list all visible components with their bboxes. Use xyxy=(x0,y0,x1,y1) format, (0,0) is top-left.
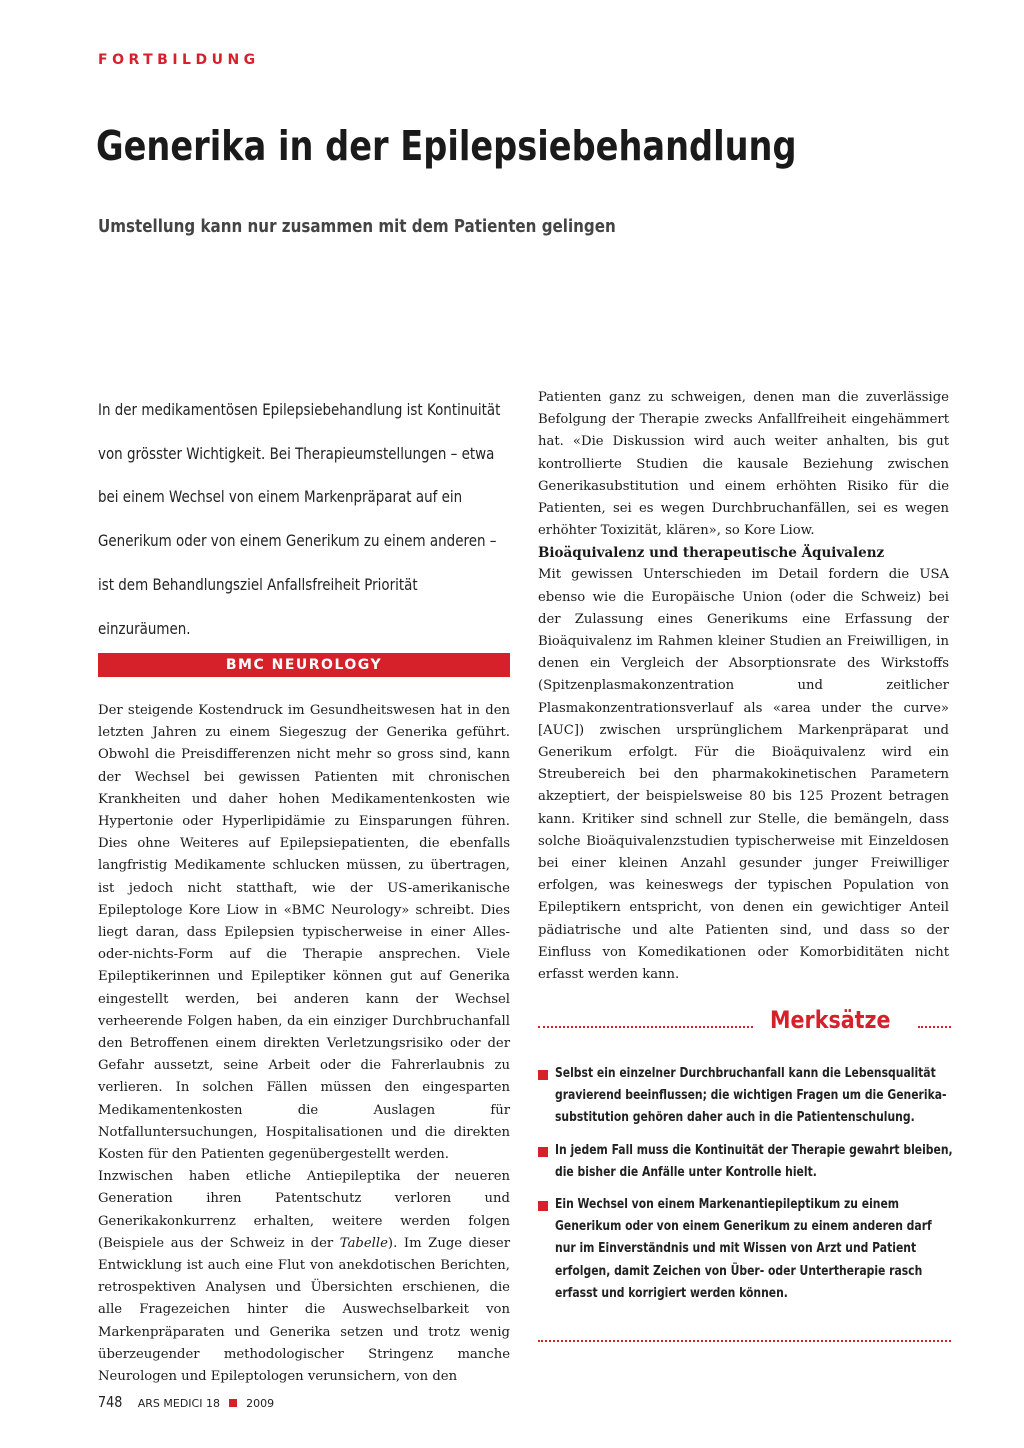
merksaetze-list xyxy=(538,1062,958,1314)
page-footer xyxy=(98,1392,274,1411)
source-bar-label: BMC NEUROLOGY xyxy=(225,657,383,673)
list-item xyxy=(538,1062,958,1129)
left-paragraph-2 xyxy=(98,1166,510,1388)
square-bullet-icon xyxy=(538,1147,548,1157)
list-item-text: In jedem Fall muss die Kontinuität der Therapie gewahrt bleiben, die bisher die Anfälle unter Kontrolle hielt. xyxy=(555,1141,953,1180)
left-paragraph-2-start: Inzwischen haben etliche Antiepileptika der neueren Generation ihren Patentschutz verloren und Generikakonkurrenz erhalten, weitere werden folgen (Beispiele aus der Schweiz in der xyxy=(98,1169,510,1251)
page-number: 748 xyxy=(98,1393,123,1411)
dotted-rule-left xyxy=(538,1026,753,1028)
square-bullet-icon xyxy=(538,1070,548,1080)
left-paragraph-1: Der steigende Kostendruck im Gesundheitswesen hat in den letzten Jahren zu einem Siegeszug der Generika geführt. Obwohl die Preisdifferenzen nicht mehr so gross sind, kann der Wechsel bei gewissen Patienten mit chronischen Krankheiten und daher hohen Medikamentenkosten wie Hypertonie oder Hyperlipidämie zu Einsparungen führen. Dies ohne Weiteres auf Epilepsiepatienten, die ebenfalls langfristig Medikamente schlucken müssen, zu übertragen, ist jedoch nicht statthaft, wie der US-amerikanische Epileptologe Kore Liow in «BMC Neurology» schreibt. Dies liegt daran, dass Epilepsien typischerweise in einer Alles-oder-nichts-Form auf die Therapie ansprechen. Viele Epileptikerinnen und Epileptiker können gut auf Generika eingestellt werden, bei anderen kann der Wechsel verheerende Folgen haben, da ein einziger Durchbruchanfall den Betroffenen einem direkten Verletzungsrisiko oder der Gefahr aussetzt, seine Arbeit oder die Fahrerlaubnis zu verlieren. In solchen Fällen müssen den eingesparten Medikamentenkosten die Auslagen für Notfalluntersuchungen, Hospitalisationen und die direkten Kosten für den Patienten gegenübergestellt werden. xyxy=(98,703,510,1163)
square-bullet-icon xyxy=(538,1201,548,1211)
left-paragraph-2-end: ). Im Zuge dieser Entwicklung ist auch eine Flut von anekdotischen Berichten, retrospektiven Analysen und Übersichten erschienen, die alle Fragezeichen hinter die Auswechselbarkeit von Markenpräparaten und Generika setzen und trotz wenig überzeugender methodologischer Stringenz manche Neurologen und Epileptologen verunsichern, von den xyxy=(98,1235,510,1385)
table-reference: Tabelle xyxy=(339,1235,388,1251)
section-kicker: FORTBILDUNG xyxy=(98,52,260,68)
left-column xyxy=(98,700,510,1388)
right-column xyxy=(538,387,949,986)
article-subtitle: Umstellung kann nur zusammen mit dem Patienten gelingen xyxy=(98,216,616,237)
merksaetze-header xyxy=(538,1006,951,1040)
section-subheading: Bioäquivalenz und therapeutische Äquivalenz xyxy=(538,545,885,562)
lead-paragraph: In der medikamentösen Epilepsiebehandlung ist Kontinuität von grösster Wichtigkeit. Bei Therapieumstellungen – etwa bei einem Wechsel von einem Markenpräparat auf ein Generikum oder von einem Generikum zu einem anderen – ist dem Behandlungsziel Anfallsfreiheit Priorität einzuräumen. xyxy=(98,400,501,638)
journal-name: ARS MEDICI 18 xyxy=(137,1397,220,1410)
publication-year: 2009 xyxy=(246,1397,275,1410)
list-item xyxy=(538,1139,958,1183)
list-item-text: Selbst ein einzelner Durchbruchanfall kann die Lebensqualität gravierend beeinflussen; die wichtigen Fragen um die Generikasubstitution gehören daher auch in die Patientenschulung. xyxy=(555,1065,947,1126)
right-paragraph-1: Patienten ganz zu schweigen, denen man die zuverlässige Befolgung der Therapie zwecks Anfallfreiheit eingehämmert hat. «Die Diskussion wird auch weiter anhalten, bis gut kontrollierte Studien die kausale Beziehung zwischen Generikasubstitution und einem erhöhten Risiko für die Patienten, sei es wegen Durchbruchanfällen, sei es wegen erhöhter Toxizität, klären», so Kore Liow. xyxy=(538,390,949,539)
list-item xyxy=(538,1193,958,1304)
merksaetze-heading: Merksätze xyxy=(770,1006,891,1034)
list-item-text: Ein Wechsel von einem Markenantiepileptikum zu einem Generikum oder von einem Generikum zu einem anderen darf nur im Einverständnis und mit Wissen von Arzt und Patient erfolgen, damit Zeichen von Über- oder Untertherapie rasch erfasst und korrigiert werden können. xyxy=(555,1196,932,1301)
dotted-rule-right xyxy=(918,1026,951,1028)
article-title: Generika in der Epilepsiebehandlung xyxy=(96,122,797,170)
right-paragraph-2: Mit gewissen Unterschieden im Detail fordern die USA ebenso wie die Europäische Union (oder die Schweiz) bei der Zulassung eines Generikums eine Erfassung der Bioäquivalenz im Rahmen kleiner Studien an Freiwilligen, in denen ein Vergleich der Absorptionsrate des Wirkstoffs (Spitzenplasmakonzentration und zeitlicher Plasmakonzentrationsverlauf als «area under the curve» [AUC]) zwischen ursprünglichem Markenpräparat und Generikum erfolgt. Für die Bioäquivalenz wird ein Streubereich bei den pharmakokinetischen Parametern akzeptiert, der beispielsweise 80 bis 125 Prozent betragen kann. Kritiker sind schnell zur Stelle, die bemängeln, dass solche Bioäquivalenzstudien typischerweise mit Einzeldosen bei einer kleinen Anzahl gesunder junger Freiwilliger erfolgen, was keineswegs der typischen Population von Epileptikern entspricht, von denen ein gewichtiger Anteil pädiatrische und alte Patienten sind, und dass so der Einfluss von Komedikationen oder Komorbiditäten nicht erfasst werden kann. xyxy=(538,567,949,983)
square-separator-icon xyxy=(229,1399,237,1407)
dotted-rule-bottom xyxy=(538,1340,951,1342)
source-bar xyxy=(98,653,510,677)
